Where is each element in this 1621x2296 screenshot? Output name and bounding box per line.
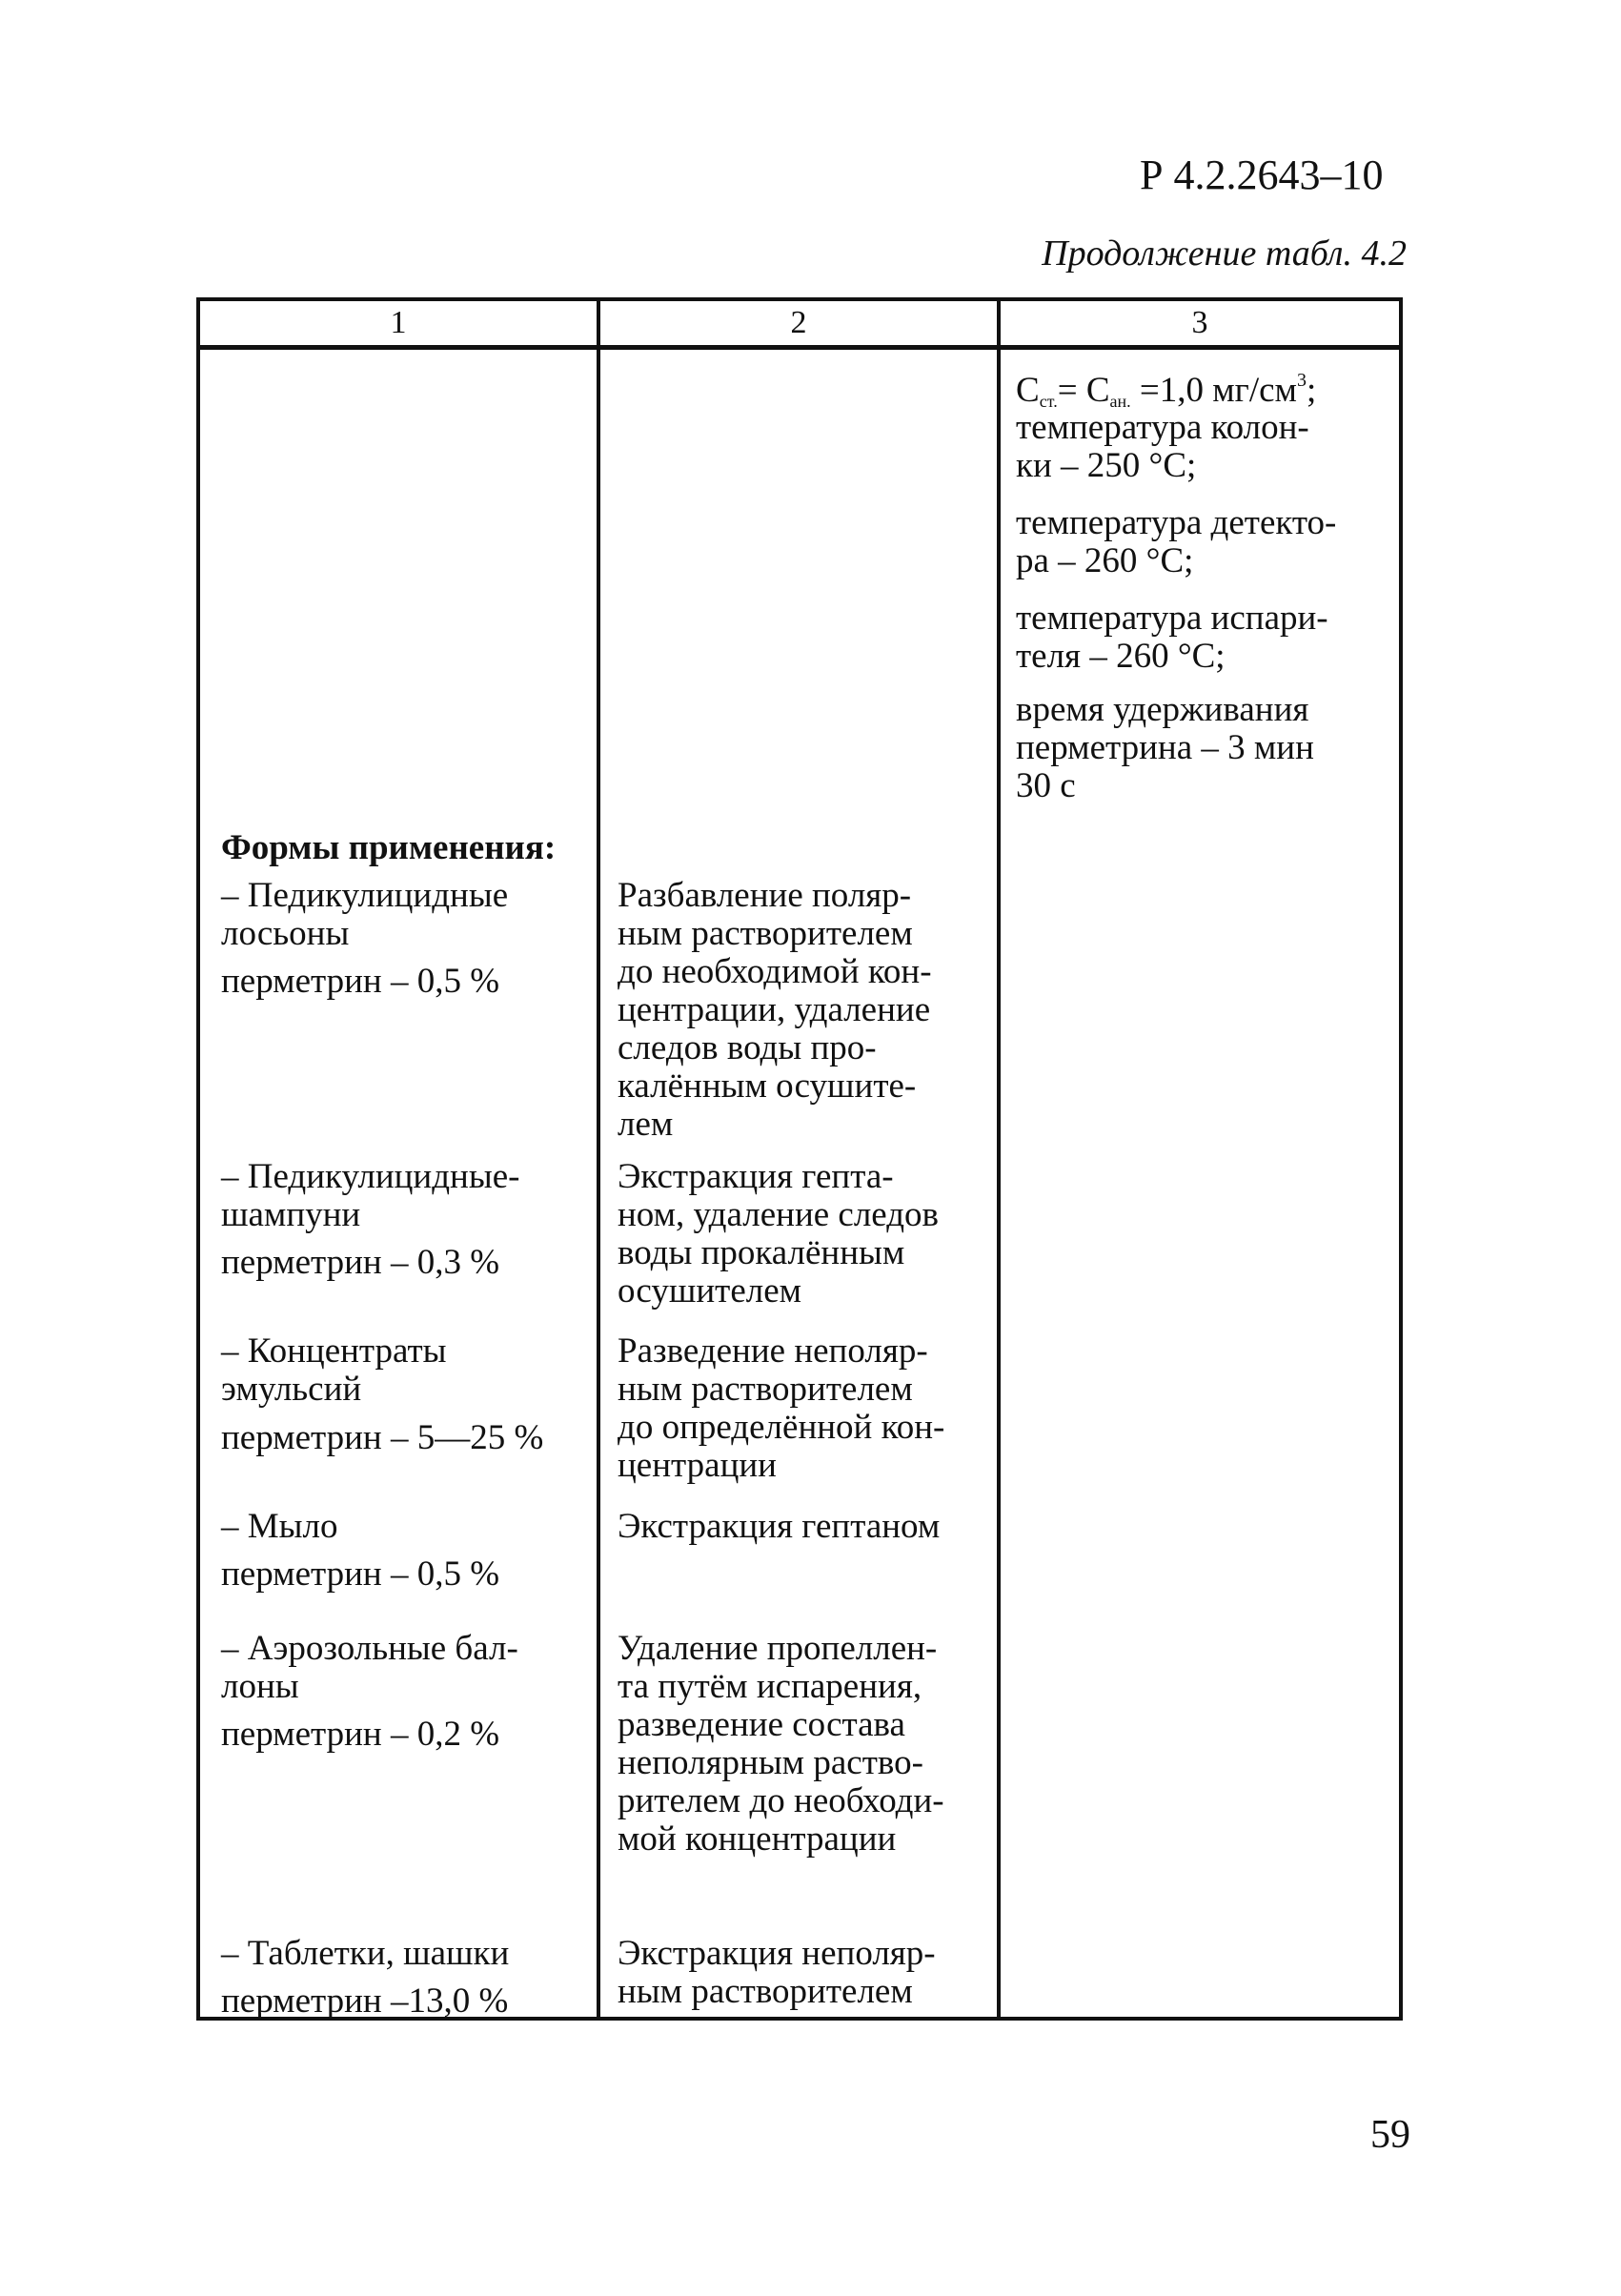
column-header-3: 3 <box>999 299 1401 348</box>
method-line: Разведение неполяр- <box>618 1331 928 1371</box>
method-line: ным растворителем <box>618 1972 913 2011</box>
form-item-line: – Педикулицидные <box>221 876 509 915</box>
method-line: лем <box>618 1105 674 1144</box>
column-header-1: 1 <box>198 299 598 348</box>
form-item-line: перметрин – 0,5 % <box>221 1554 500 1594</box>
condition-line: время удерживания <box>1016 690 1309 729</box>
method-line: мой концентрации <box>618 1819 897 1859</box>
method-line: Экстракция гептаном <box>618 1507 941 1546</box>
table-continuation-note: Продолжение табл. 4.2 <box>1042 234 1407 274</box>
method-line: разведение состава <box>618 1705 905 1744</box>
method-line: следов воды про- <box>618 1028 877 1067</box>
method-line: Удаление пропеллен- <box>618 1629 938 1668</box>
form-item-line: – Концентраты <box>221 1331 447 1371</box>
column-3-cell <box>999 348 1401 2020</box>
method-line: Экстракция гепта- <box>618 1157 894 1196</box>
form-item-line: – Таблетки, шашки <box>221 1934 510 1973</box>
method-line: ном, удаление следов <box>618 1195 940 1234</box>
method-line: центрации, удаление <box>618 990 931 1029</box>
table-row <box>198 348 1401 2020</box>
column-2-cell <box>598 348 999 2020</box>
method-line: неполярным раство- <box>618 1743 923 1782</box>
page-number: 59 <box>1370 2113 1410 2157</box>
table-header-row <box>198 299 1401 348</box>
method-line: та путём испарения, <box>618 1667 922 1706</box>
condition-line: температура детекто- <box>1016 503 1337 542</box>
method-line: ным растворителем <box>618 914 913 953</box>
form-item-line: перметрин – 0,5 % <box>221 962 500 1001</box>
form-item-line: шампуни <box>221 1195 361 1234</box>
condition-line: ра – 260 °С; <box>1016 541 1194 580</box>
column-header-2: 2 <box>598 299 999 348</box>
form-item-line: перметрин – 0,2 % <box>221 1715 500 1754</box>
concentration-line: $С_{ст.}= С_{ан.} =1,0$ $мг/см^3$; <box>1016 370 1317 411</box>
application-forms-heading: Формы применения: <box>221 828 557 867</box>
method-line: Разбавление поляр- <box>618 876 912 915</box>
condition-line: теля – 260 °С; <box>1016 637 1226 676</box>
data-table <box>196 297 1403 2021</box>
form-item-line: эмульсий <box>221 1370 362 1409</box>
form-item-line: лоны <box>221 1667 299 1706</box>
form-item-line: перметрин – 0,3 % <box>221 1243 500 1282</box>
method-line: калённым осушите- <box>618 1067 917 1106</box>
form-item-line: – Педикулицидные- <box>221 1157 520 1196</box>
method-line: центрации <box>618 1446 777 1485</box>
form-item-line: перметрин – 5—25 % <box>221 1418 544 1457</box>
condition-line: температура испари- <box>1016 599 1328 638</box>
condition-line: температура колон- <box>1016 408 1309 447</box>
condition-line: 30 с <box>1016 766 1076 805</box>
form-item-line: лосьоны <box>221 914 350 953</box>
method-line: воды прокалённым <box>618 1233 905 1272</box>
column-1-cell <box>198 348 598 2020</box>
form-item-line: – Мыло <box>221 1507 338 1546</box>
document-code: Р 4.2.2643–10 <box>1140 152 1384 198</box>
condition-line: ки – 250 °С; <box>1016 446 1197 485</box>
condition-line: перметрина – 3 мин <box>1016 728 1314 767</box>
method-line: Экстракция неполяр- <box>618 1934 936 1973</box>
form-item-line: перметрин –13,0 % <box>221 1981 509 2021</box>
form-item-line: – Аэрозольные бал- <box>221 1629 518 1668</box>
method-line: рителем до необходи- <box>618 1781 944 1820</box>
method-line: до определённой кон- <box>618 1408 945 1447</box>
method-line: осушителем <box>618 1271 802 1311</box>
method-line: ным растворителем <box>618 1370 913 1409</box>
method-line: до необходимой кон- <box>618 952 932 991</box>
